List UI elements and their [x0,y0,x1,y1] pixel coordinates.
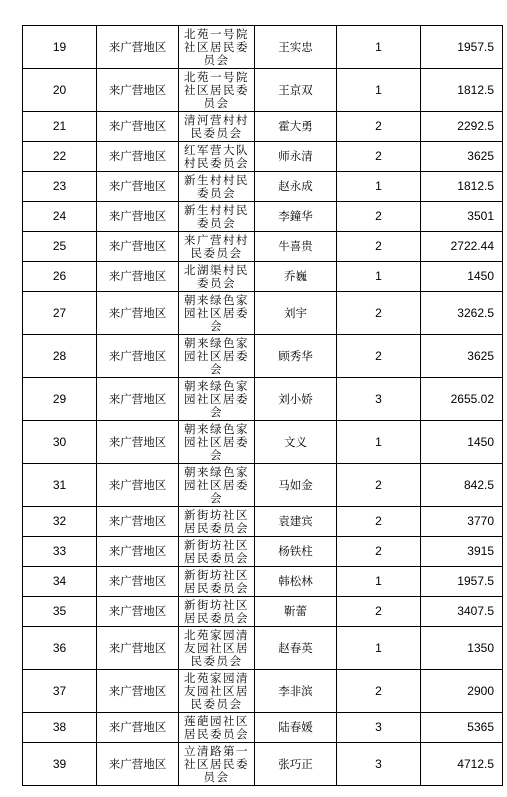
count-cell: 2 [337,670,421,713]
amount-cell: 1812.5 [421,69,503,112]
table-row [23,597,503,627]
area-cell: 来广营地区 [97,378,179,421]
name-cell: 靳蕾 [255,597,337,627]
area-cell: 来广营地区 [97,537,179,567]
amount-cell: 4712.5 [421,743,503,786]
row-number-cell: 30 [23,421,97,464]
amount-cell: 1957.5 [421,567,503,597]
table-body [23,26,503,786]
table-row [23,335,503,378]
unit-cell: 新街坊社区居民委员会 [179,597,255,627]
table-row [23,232,503,262]
row-number-cell: 22 [23,142,97,172]
table-row [23,670,503,713]
count-cell: 1 [337,172,421,202]
area-cell: 来广营地区 [97,26,179,69]
row-number-cell: 37 [23,670,97,713]
table-row [23,69,503,112]
unit-cell: 北苑家园清友园社区居民委员会 [179,670,255,713]
count-cell: 2 [337,232,421,262]
amount-cell: 2900 [421,670,503,713]
name-cell: 马如金 [255,464,337,507]
unit-cell: 新街坊社区居民委员会 [179,567,255,597]
table-row [23,172,503,202]
count-cell: 2 [337,142,421,172]
amount-cell: 3262.5 [421,292,503,335]
name-cell: 赵春英 [255,627,337,670]
area-cell: 来广营地区 [97,713,179,743]
area-cell: 来广营地区 [97,172,179,202]
row-number-cell: 39 [23,743,97,786]
unit-cell: 北苑家园清友园社区居民委员会 [179,627,255,670]
row-number-cell: 29 [23,378,97,421]
table-row [23,713,503,743]
unit-cell: 北苑一号院社区居民委员会 [179,69,255,112]
table-row [23,537,503,567]
unit-cell: 新街坊社区居民委员会 [179,507,255,537]
name-cell: 袁建宾 [255,507,337,537]
amount-cell: 3501 [421,202,503,232]
unit-cell: 新街坊社区居民委员会 [179,537,255,567]
area-cell: 来广营地区 [97,464,179,507]
name-cell: 王京双 [255,69,337,112]
area-cell: 来广营地区 [97,567,179,597]
area-cell: 来广营地区 [97,262,179,292]
row-number-cell: 38 [23,713,97,743]
amount-cell: 2722.44 [421,232,503,262]
amount-cell: 3625 [421,142,503,172]
area-cell: 来广营地区 [97,507,179,537]
row-number-cell: 21 [23,112,97,142]
table-row [23,567,503,597]
name-cell: 文义 [255,421,337,464]
row-number-cell: 33 [23,537,97,567]
area-cell: 来广营地区 [97,142,179,172]
count-cell: 2 [337,537,421,567]
name-cell: 杨铁柱 [255,537,337,567]
count-cell: 1 [337,421,421,464]
name-cell: 牛喜贵 [255,232,337,262]
row-number-cell: 24 [23,202,97,232]
count-cell: 3 [337,713,421,743]
count-cell: 2 [337,292,421,335]
name-cell: 韩松林 [255,567,337,597]
row-number-cell: 27 [23,292,97,335]
count-cell: 2 [337,335,421,378]
amount-cell: 2655.02 [421,378,503,421]
amount-cell: 1450 [421,262,503,292]
name-cell: 顾秀华 [255,335,337,378]
row-number-cell: 19 [23,26,97,69]
table-row [23,112,503,142]
area-cell: 来广营地区 [97,202,179,232]
table-row [23,421,503,464]
unit-cell: 朝来绿色家园社区居委会 [179,464,255,507]
name-cell: 李鐘华 [255,202,337,232]
name-cell: 刘小娇 [255,378,337,421]
area-cell: 来广营地区 [97,232,179,262]
area-cell: 来广营地区 [97,627,179,670]
count-cell: 2 [337,112,421,142]
amount-cell: 1957.5 [421,26,503,69]
unit-cell: 立清路第一社区居民委员会 [179,743,255,786]
amount-cell: 1350 [421,627,503,670]
amount-cell: 2292.5 [421,112,503,142]
name-cell: 刘宇 [255,292,337,335]
table-row [23,292,503,335]
unit-cell: 莲葩园社区居民委员会 [179,713,255,743]
unit-cell: 清河营村村民委员会 [179,112,255,142]
table-row [23,743,503,786]
row-number-cell: 31 [23,464,97,507]
unit-cell: 朝来绿色家园社区居委会 [179,292,255,335]
unit-cell: 朝来绿色家园社区居委会 [179,335,255,378]
area-cell: 来广营地区 [97,69,179,112]
table-row [23,202,503,232]
unit-cell: 红军营大队村民委员会 [179,142,255,172]
name-cell: 赵永成 [255,172,337,202]
count-cell: 3 [337,378,421,421]
name-cell: 李非滨 [255,670,337,713]
area-cell: 来广营地区 [97,743,179,786]
row-number-cell: 35 [23,597,97,627]
table-row [23,378,503,421]
amount-cell: 3770 [421,507,503,537]
row-number-cell: 28 [23,335,97,378]
area-cell: 来广营地区 [97,670,179,713]
name-cell: 师永清 [255,142,337,172]
table-row [23,464,503,507]
row-number-cell: 26 [23,262,97,292]
row-number-cell: 32 [23,507,97,537]
row-number-cell: 36 [23,627,97,670]
amount-cell: 1812.5 [421,172,503,202]
name-cell: 王实忠 [255,26,337,69]
unit-cell: 朝来绿色家园社区居委会 [179,421,255,464]
count-cell: 1 [337,26,421,69]
count-cell: 1 [337,567,421,597]
amount-cell: 1450 [421,421,503,464]
table-row [23,627,503,670]
count-cell: 2 [337,507,421,537]
name-cell: 张巧正 [255,743,337,786]
unit-cell: 北苑一号院社区居民委员会 [179,26,255,69]
amount-cell: 3915 [421,537,503,567]
row-number-cell: 20 [23,69,97,112]
amount-cell: 842.5 [421,464,503,507]
area-cell: 来广营地区 [97,292,179,335]
area-cell: 来广营地区 [97,112,179,142]
count-cell: 1 [337,262,421,292]
name-cell: 陆春媛 [255,713,337,743]
table-row [23,262,503,292]
subsidy-table [22,25,503,786]
amount-cell: 5365 [421,713,503,743]
unit-cell: 新生村村民委员会 [179,202,255,232]
unit-cell: 朝来绿色家园社区居委会 [179,378,255,421]
row-number-cell: 34 [23,567,97,597]
table-row [23,142,503,172]
unit-cell: 新生村村民委员会 [179,172,255,202]
count-cell: 2 [337,464,421,507]
count-cell: 2 [337,597,421,627]
amount-cell: 3407.5 [421,597,503,627]
table-row [23,507,503,537]
name-cell: 乔巍 [255,262,337,292]
area-cell: 来广营地区 [97,421,179,464]
name-cell: 霍大勇 [255,112,337,142]
table-row [23,26,503,69]
row-number-cell: 25 [23,232,97,262]
amount-cell: 3625 [421,335,503,378]
count-cell: 2 [337,202,421,232]
unit-cell: 北湖渠村民委员会 [179,262,255,292]
row-number-cell: 23 [23,172,97,202]
area-cell: 来广营地区 [97,335,179,378]
count-cell: 1 [337,69,421,112]
count-cell: 1 [337,627,421,670]
count-cell: 3 [337,743,421,786]
unit-cell: 来广营村村民委员会 [179,232,255,262]
area-cell: 来广营地区 [97,597,179,627]
